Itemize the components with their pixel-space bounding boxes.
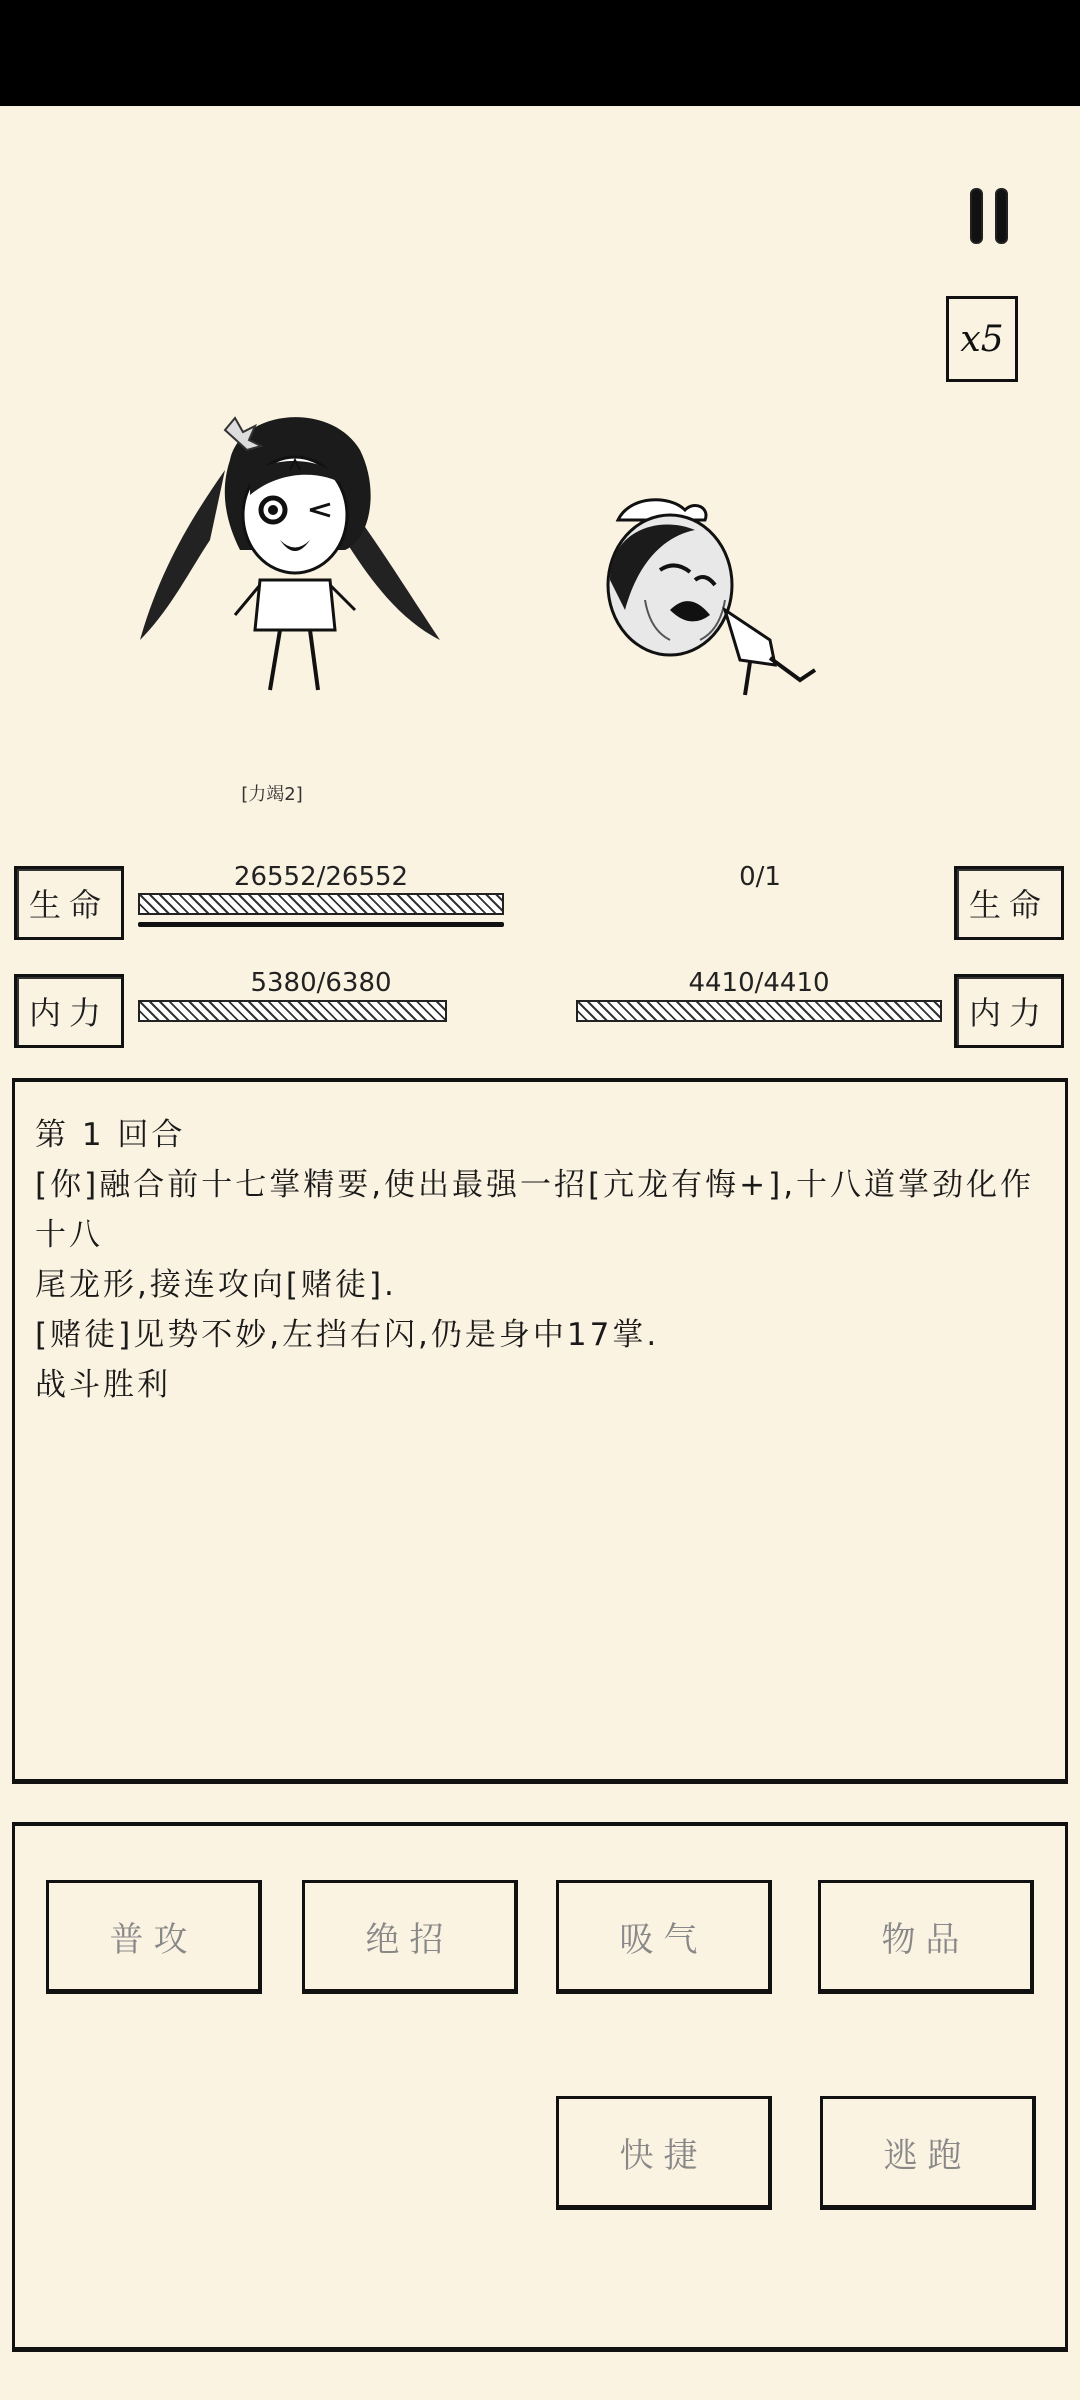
player-hp-bar [138, 893, 504, 915]
enemy-hp-value: 0/1 [739, 862, 781, 892]
enemy-hp-label [954, 866, 1064, 940]
quick-button[interactable]: 快捷 [556, 2096, 772, 2210]
breathe-button[interactable]: 吸气 [556, 1880, 772, 1994]
enemy-hp-label-text: 生命 [968, 886, 1049, 924]
player-mp-label [14, 974, 124, 1048]
speed-toggle-button[interactable] [946, 296, 1018, 382]
player-character-sprite [130, 400, 450, 710]
player-hp-value: 26552/26552 [233, 862, 409, 892]
player-hp-label [14, 866, 124, 940]
ultimate-button[interactable]: 绝招 [302, 1880, 518, 1994]
speed-label: x5 [960, 318, 1004, 360]
flee-button[interactable]: 逃跑 [820, 2096, 1036, 2210]
enemy-mp-value: 4410/4410 [688, 968, 830, 998]
log-line: [你]融合前十七掌精要,使出最强一招[亢龙有悔+],十八道掌劲化作十八 [35, 1167, 1035, 1253]
pause-icon [970, 188, 983, 244]
player-hp-label-text: 生命 [28, 886, 109, 924]
enemy-character-sprite [600, 490, 840, 710]
enemy-mp-label-text: 内力 [968, 994, 1049, 1032]
player-mp-label-text: 内力 [28, 994, 109, 1032]
pause-icon-bar [995, 188, 1008, 244]
enemy-mp-bar [576, 1000, 942, 1022]
system-status-bar [0, 0, 1080, 106]
log-line: 尾龙形,接连攻向[赌徒]. [35, 1267, 397, 1303]
attack-button[interactable]: 普攻 [46, 1880, 262, 1994]
player-mp-value: 5380/6380 [250, 968, 392, 998]
log-line: [赌徒]见势不妙,左挡右闪,仍是身中17掌. [35, 1317, 660, 1353]
enemy-mp-label [954, 974, 1064, 1048]
battle-log-panel[interactable] [12, 1078, 1068, 1784]
items-button[interactable]: 物品 [818, 1880, 1034, 1994]
log-line: 第 1 回合 [35, 1117, 186, 1153]
player-mp-bar [138, 1000, 447, 1022]
player-hp-bar-underline [138, 922, 504, 927]
log-line: 战斗胜利 [35, 1367, 171, 1403]
player-status-effect: [力竭2] [241, 784, 303, 805]
pause-button[interactable] [968, 188, 1012, 244]
